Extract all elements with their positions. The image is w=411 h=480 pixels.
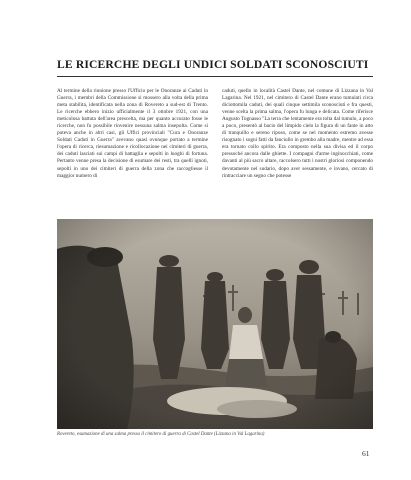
paragraph-left: Al termine della riunione presso l'Ufficio per le Onoranze ai Caduti in Guerra, i membri della Commissione si mossero alla volta della prima meta stabilita, identificata nella zona di Rovereto a sud-est di Trento. Le ricerche ebbero inizio ufficialmente il 3 ottobre 1921, con una meticolosa battuta dell'area prescelta, ma per quanto accurato fosse le ricerche, non fu possibile rinvenire nessuna salma insepolta. Come si poteva anche in altri casi, gli Uffici provinciali "Cura e Onoranze Soldati Caduti in Guerra" avevano quasi ovunque portato a termine l'opera di ricerca, riesumazione e ricollocazione nei cimiteri di guerra, dei caduti lasciati sui campi di battaglia e sepolti in luoghi di fortuna. Pertanto venne presa la decisione di esumare dei resti, tra quelli ignoti, sepolti in uno dei cimiteri di guerra della zona che raccogliesse il maggior numero di [57, 88, 208, 179]
text-column-left [57, 88, 208, 180]
historical-photograph [57, 219, 373, 429]
paragraph-right: caduti, quello in località Castel Dante, nel comune di Lizzana in Val Lagarina. Nel 1921, nel cimitero di Castel Dante erano tumulati circa diciottomila caduti, dei quali cinque settimila sconosciuti e fra questi, venne scelta la prima salma, l'opera fu lunga e delicata. Come riferisce Augusto Tognasso "La terra che lentamente era tolta dal tumulo, a poco a poco, presentò al bacio del limpido cielo la figura di un fante in atto di tranquillo e sereno riposo, come se nel momento estremo avesse risognato i sogni fatti da fanciullo in grembo alla madre, mentre ad essa era tornato collo spirito. Era composto nella sua divisa ed il corpo pressoché ancora dalle ghiette. I compagni d'arme inginocchiati, come davanti al più sacro altare, raccolsero tutti i nostri gloriosi componendo devotamente nel sudario, dopo aver sessamente, e invano, cercato di rintracciare un segno che potesse [222, 88, 373, 179]
chapter-title: LE RICERCHE DEGLI UNDICI SOLDATI SCONOSCIUTI [57, 58, 369, 71]
page-number: 61 [362, 449, 370, 458]
title-rule [57, 76, 373, 77]
text-column-right [222, 88, 373, 180]
photo-caption: Rovereto, esumazione di una salma presso il cimitero di guerra di Castel Dante (Lizzana in Val Lagarina) [57, 432, 265, 437]
